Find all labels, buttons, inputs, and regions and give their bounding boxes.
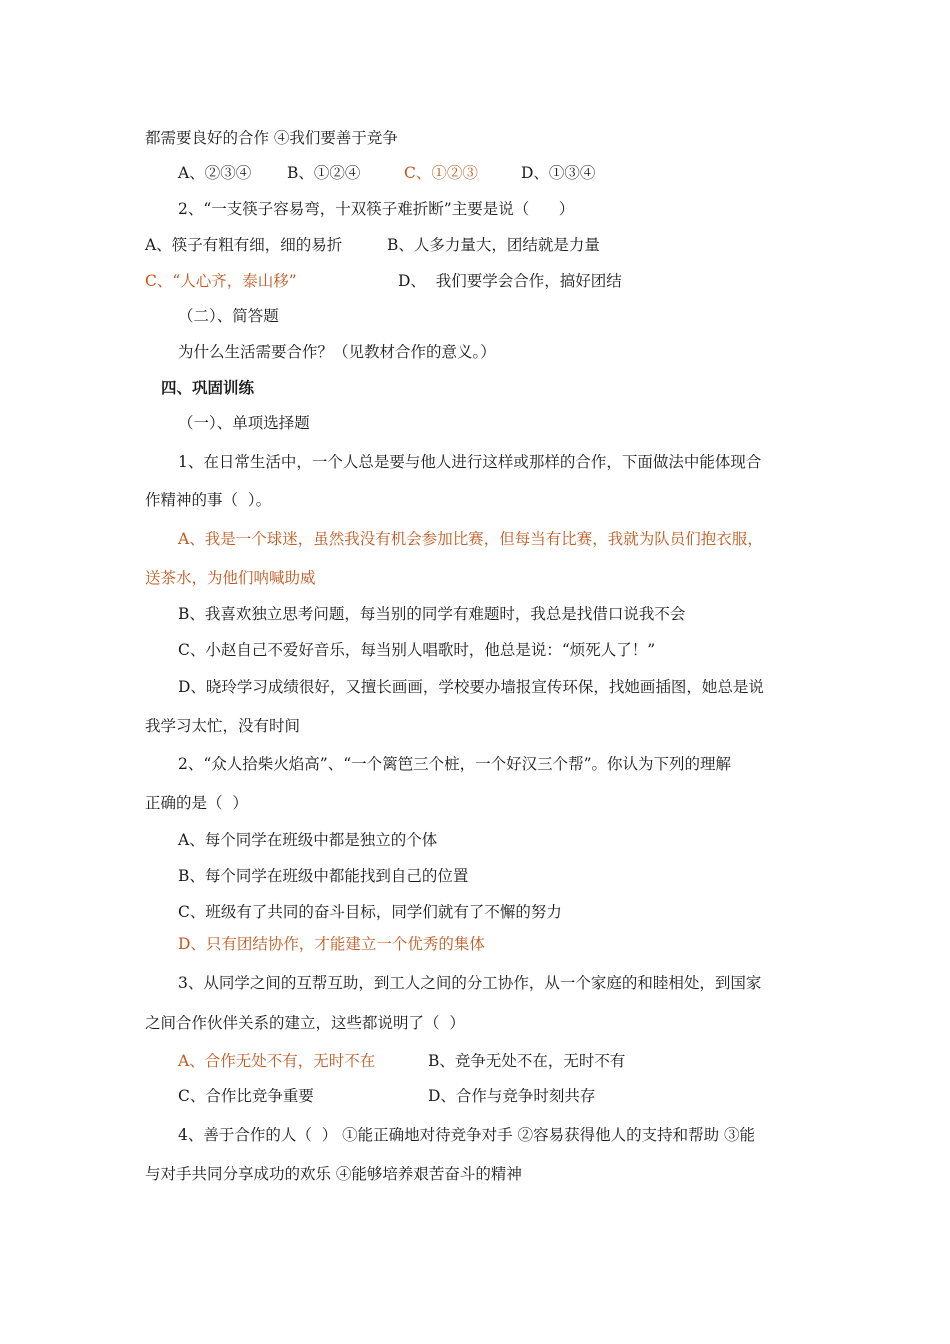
s4-q1-stem-line1: 1、在日常生活中，一个人总是要与他人进行这样或那样的合作，下面做法中能体现合	[178, 453, 762, 471]
s4-q2-stem-line2: 正确的是（ ）	[145, 794, 248, 812]
s4-q3-stem-line2: 之间合作伙伴关系的建立，这些都说明了（ ）	[145, 1014, 465, 1032]
s4-q3-option-c: C、合作比竞争重要	[178, 1087, 314, 1105]
s4-q1-option-a-line1: A、我是一个球迷，虽然我没有机会参加比赛，但每当有比赛，我就为队员们抱衣服，	[178, 530, 763, 548]
q2-option-b: B、人多力量大，团结就是力量	[387, 236, 600, 254]
prev-question-line: 都需要良好的合作 ④我们要善于竞争	[145, 129, 398, 147]
single-choice-heading: （一）、单项选择题	[178, 414, 310, 432]
s4-q3-option-a-answer: A、合作无处不有，无时不在	[178, 1052, 376, 1070]
s4-q1-option-b: B、我喜欢独立思考问题，每当别的同学有难题时，我总是找借口说我不会	[178, 605, 686, 623]
s4-q1-option-d-line1: D、晓玲学习成绩很好，又擅长画画，学校要办墙报宣传环保，找她画插图，她总是说	[178, 678, 764, 696]
prev-option-b: B、①②④	[287, 164, 361, 182]
q2-option-d: D、 我们要学会合作，搞好团结	[398, 272, 622, 290]
s4-q2-option-d-answer: D、只有团结协作，才能建立一个优秀的集体	[178, 935, 485, 953]
q2-option-a: A、筷子有粗有细，细的易折	[145, 236, 343, 254]
s4-q2-option-b: B、每个同学在班级中都能找到自己的位置	[178, 867, 469, 885]
s4-q2-option-a: A、每个同学在班级中都是独立的个体	[178, 831, 438, 849]
q2-stem: 2、“一支筷子容易弯，十双筷子难折断”主要是说（ ）	[178, 200, 575, 218]
prev-option-a: A、②③④	[178, 164, 252, 182]
s4-q1-option-a-line2: 送茶水，为他们呐喊助威	[145, 569, 316, 587]
q2-option-c-answer: C、“人心齐，泰山移”	[145, 272, 297, 290]
s4-q4-stem-line1: 4、善于合作的人（ ） ①能正确地对待竞争对手 ②容易获得他人的支持和帮助 ③能	[178, 1126, 755, 1144]
short-answer-question: 为什么生活需要合作？（见教材合作的意义。）	[178, 343, 496, 361]
section-heading: 四、巩固训练	[161, 379, 255, 397]
s4-q3-stem-line1: 3、从同学之间的互帮互助，到工人之间的分工协作，从一个家庭的和睦相处，到国家	[178, 974, 762, 992]
s4-q2-stem-line1: 2、“众人拾柴火焰高”、“一个篱笆三个桩，一个好汉三个帮”。你认为下列的理解	[178, 755, 732, 773]
prev-option-c-answer: C、①②③	[404, 164, 478, 182]
prev-option-d: D、①③④	[521, 164, 596, 182]
s4-q3-option-d: D、合作与竞争时刻共存	[428, 1087, 596, 1105]
s4-q1-option-d-line2: 我学习太忙，没有时间	[145, 717, 301, 735]
s4-q1-option-c: C、小赵自己不爱好音乐，每当别人唱歌时，他总是说：“烦死人了！”	[178, 641, 656, 659]
s4-q1-stem-line2: 作精神的事（ ）。	[145, 491, 272, 509]
short-answer-heading: （二）、简答题	[178, 307, 279, 325]
s4-q2-option-c: C、班级有了共同的奋斗目标，同学们就有了不懈的努力	[178, 903, 562, 921]
s4-q3-option-b: B、竞争无处不在，无时不有	[428, 1052, 626, 1070]
s4-q4-stem-line2: 与对手共同分享成功的欢乐 ④能够培养艰苦奋斗的精神	[145, 1165, 522, 1183]
